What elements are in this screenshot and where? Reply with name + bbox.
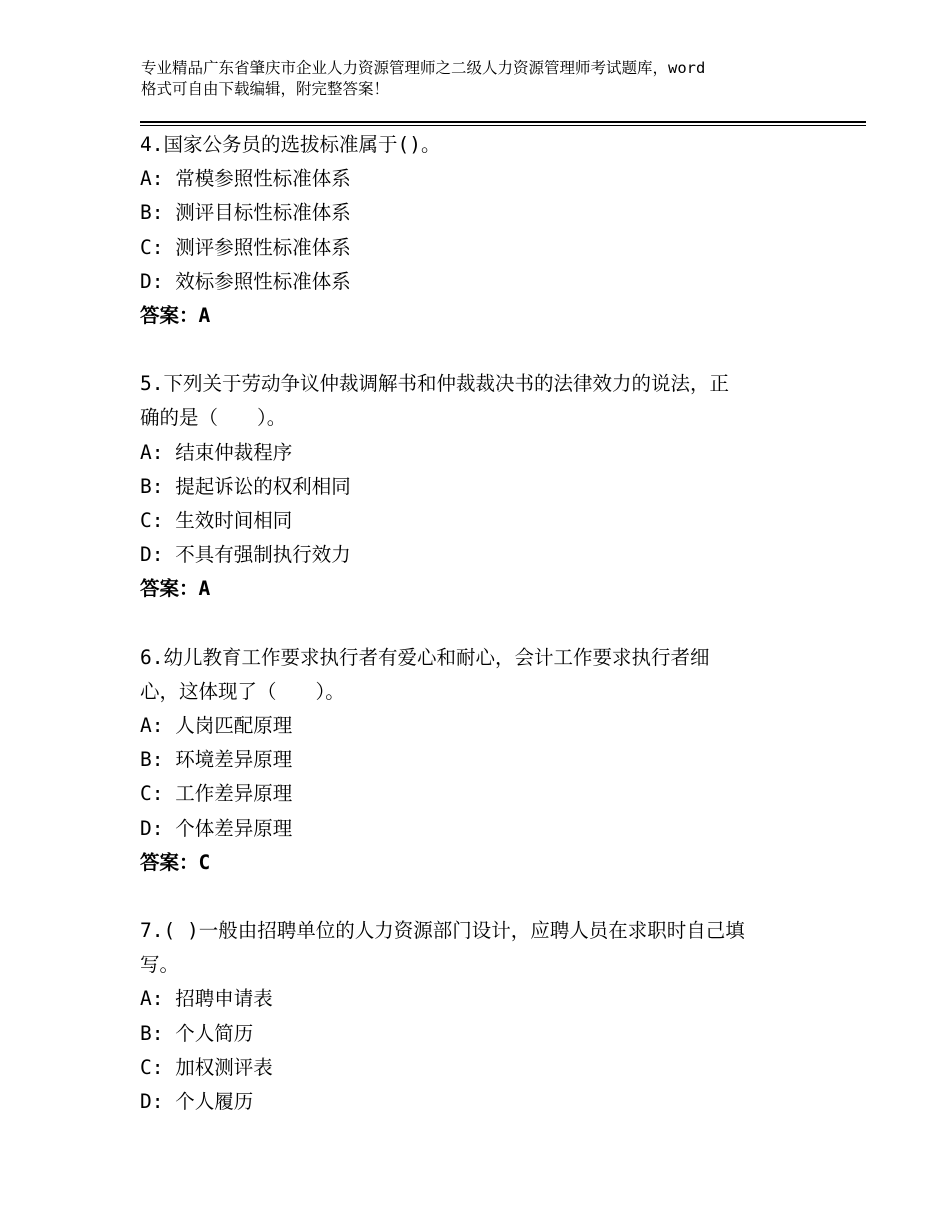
answer-label: 答案：A — [140, 577, 211, 601]
answer-label: 答案：C — [140, 850, 211, 874]
answer-label: 答案：A — [140, 304, 211, 328]
option-d: D: 不具有强制执行效力 — [140, 543, 351, 567]
question-7 — [140, 914, 840, 1119]
header-line-2: 格式可自由下载编辑，附完整答案！ — [141, 80, 390, 98]
option-b: B: 测评目标性标准体系 — [140, 201, 351, 225]
option-a: A: 人岗匹配原理 — [140, 714, 293, 738]
option-d: D: 效标参照性标准体系 — [140, 269, 351, 293]
question-stem: 5.下列关于劳动争议仲裁调解书和仲裁裁决书的法律效力的说法，正 — [140, 372, 729, 396]
question-list — [140, 128, 840, 1153]
option-b: B: 个人简历 — [140, 1021, 254, 1045]
question-6 — [140, 641, 840, 880]
question-stem-continued: 写。 — [140, 953, 180, 977]
option-b: B: 环境差异原理 — [140, 748, 293, 772]
option-d: D: 个体差异原理 — [140, 816, 293, 840]
header-divider-thin — [140, 125, 866, 126]
option-c: C: 工作差异原理 — [140, 782, 293, 806]
question-stem-continued: 心，这体现了（ ）。 — [140, 679, 345, 703]
question-stem: 6.幼儿教育工作要求执行者有爱心和耐心，会计工作要求执行者细 — [140, 645, 710, 669]
question-5 — [140, 367, 840, 606]
option-c: C: 生效时间相同 — [140, 509, 293, 533]
question-4 — [140, 128, 840, 333]
option-c: C: 测评参照性标准体系 — [140, 235, 351, 259]
document-header — [141, 58, 841, 100]
option-a: A: 结束仲裁程序 — [140, 440, 293, 464]
option-d: D: 个人履历 — [140, 1090, 254, 1114]
option-c: C: 加权测评表 — [140, 1055, 273, 1079]
question-stem-continued: 确的是（ ）。 — [140, 406, 287, 430]
question-stem: 4.国家公务员的选拔标准属于()。 — [140, 133, 441, 156]
option-a: A: 招聘申请表 — [140, 987, 273, 1011]
option-a: A: 常模参照性标准体系 — [140, 167, 351, 191]
header-divider — [140, 121, 866, 123]
option-b: B: 提起诉讼的权利相同 — [140, 474, 351, 498]
header-line-1: 专业精品广东省肇庆市企业人力资源管理师之二级人力资源管理师考试题库，word — [141, 59, 706, 77]
question-stem: 7.( )一般由招聘单位的人力资源部门设计，应聘人员在求职时自己填 — [140, 919, 745, 943]
